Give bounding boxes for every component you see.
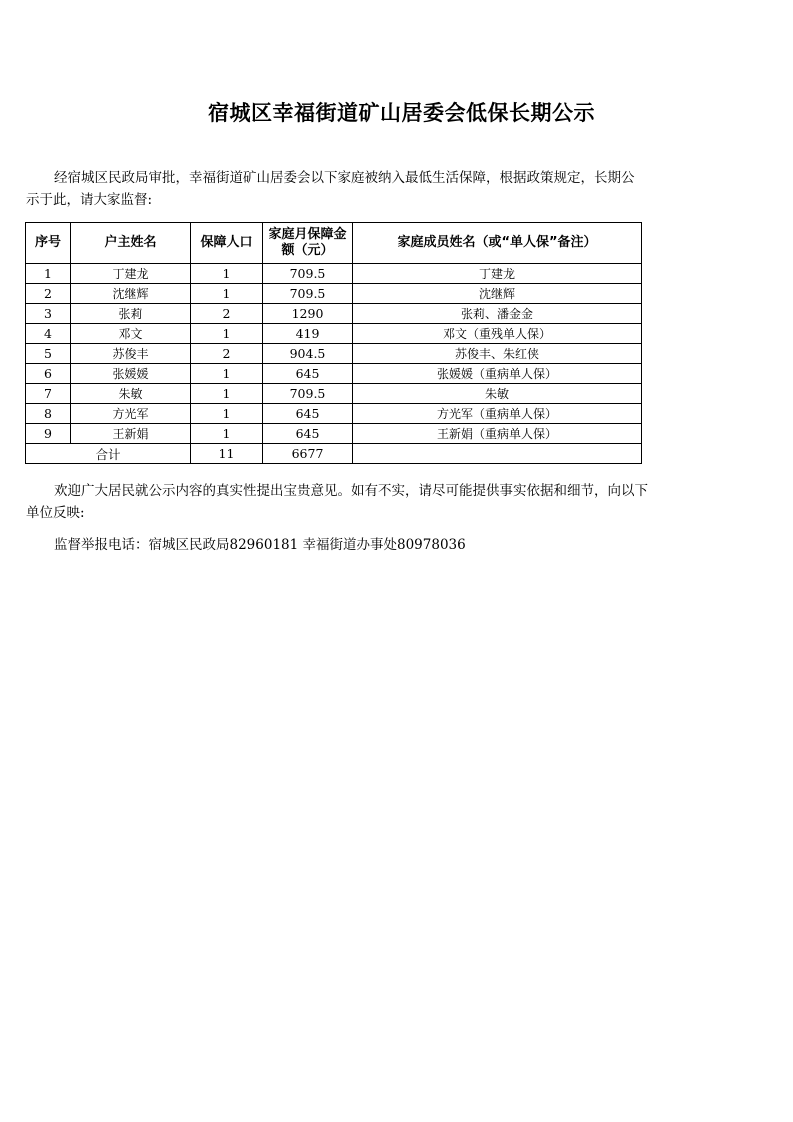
cell-members: 苏俊丰、朱红侠 xyxy=(353,344,642,364)
cell-head-name: 苏俊丰 xyxy=(71,344,191,364)
cell-population: 1 xyxy=(191,264,263,284)
cell-population: 2 xyxy=(191,344,263,364)
cell-members: 张莉、潘金金 xyxy=(353,304,642,324)
cell-population: 1 xyxy=(191,404,263,424)
cell-members: 王新娟（重病单人保） xyxy=(353,424,642,444)
cell-amount: 645 xyxy=(263,404,353,424)
cell-amount: 645 xyxy=(263,424,353,444)
header-population: 保障人口 xyxy=(191,223,263,264)
intro-text: 经宿城区民政局审批，幸福街道矿山居委会以下家庭被纳入最低生活保障，根据政策规定，长期公示于此，请大家监督: xyxy=(26,170,635,208)
table-row xyxy=(26,284,642,304)
header-head-name: 户主姓名 xyxy=(71,223,191,264)
header-index: 序号 xyxy=(26,223,71,264)
total-label: 合计 xyxy=(26,444,191,464)
cell-amount: 709.5 xyxy=(263,284,353,304)
cell-index: 1 xyxy=(26,264,71,284)
cell-amount: 709.5 xyxy=(263,384,353,404)
cell-head-name: 沈继辉 xyxy=(71,284,191,304)
cell-index: 8 xyxy=(26,404,71,424)
cell-index: 7 xyxy=(26,384,71,404)
header-amount: 家庭月保障金额（元） xyxy=(263,223,353,264)
hotline-text: 监督举报电话：宿城区民政局82960181 幸福街道办事处80978036 xyxy=(54,537,466,553)
table-row xyxy=(26,424,642,444)
cell-head-name: 张媛媛 xyxy=(71,364,191,384)
cell-population: 1 xyxy=(191,284,263,304)
cell-members: 邓文（重残单人保） xyxy=(353,324,642,344)
cell-amount: 645 xyxy=(263,364,353,384)
cell-index: 5 xyxy=(26,344,71,364)
cell-amount: 1290 xyxy=(263,304,353,324)
total-members xyxy=(353,444,642,464)
table-header-row xyxy=(26,223,642,264)
cell-amount: 709.5 xyxy=(263,264,353,284)
cell-head-name: 邓文 xyxy=(71,324,191,344)
table-row xyxy=(26,324,642,344)
cell-index: 6 xyxy=(26,364,71,384)
cell-members: 方光军（重病单人保） xyxy=(353,404,642,424)
cell-members: 丁建龙 xyxy=(353,264,642,284)
table-row xyxy=(26,344,642,364)
cell-head-name: 丁建龙 xyxy=(71,264,191,284)
page-title: 宿城区幸福街道矿山居委会低保长期公示 xyxy=(208,100,595,125)
recipient-table xyxy=(25,222,642,464)
table-row xyxy=(26,404,642,424)
cell-index: 2 xyxy=(26,284,71,304)
cell-members: 沈继辉 xyxy=(353,284,642,304)
intro-paragraph xyxy=(26,167,646,211)
cell-amount: 904.5 xyxy=(263,344,353,364)
cell-amount: 419 xyxy=(263,324,353,344)
cell-head-name: 王新娟 xyxy=(71,424,191,444)
cell-members: 朱敏 xyxy=(353,384,642,404)
feedback-paragraph xyxy=(26,480,656,524)
cell-population: 1 xyxy=(191,324,263,344)
cell-index: 4 xyxy=(26,324,71,344)
feedback-text: 欢迎广大居民就公示内容的真实性提出宝贵意见。如有不实，请尽可能提供事实依据和细节，向以下单位反映: xyxy=(26,483,648,521)
cell-population: 1 xyxy=(191,364,263,384)
cell-population: 2 xyxy=(191,304,263,324)
cell-index: 3 xyxy=(26,304,71,324)
cell-members: 张媛媛（重病单人保） xyxy=(353,364,642,384)
total-amount: 6677 xyxy=(263,444,353,464)
cell-head-name: 方光军 xyxy=(71,404,191,424)
cell-head-name: 张莉 xyxy=(71,304,191,324)
cell-population: 1 xyxy=(191,424,263,444)
cell-population: 1 xyxy=(191,384,263,404)
table-row xyxy=(26,264,642,284)
cell-head-name: 朱敏 xyxy=(71,384,191,404)
table-row xyxy=(26,384,642,404)
table-row xyxy=(26,304,642,324)
cell-index: 9 xyxy=(26,424,71,444)
total-row xyxy=(26,444,642,464)
table-row xyxy=(26,364,642,384)
total-population: 11 xyxy=(191,444,263,464)
header-members: 家庭成员姓名（或“单人保”备注） xyxy=(353,223,642,264)
